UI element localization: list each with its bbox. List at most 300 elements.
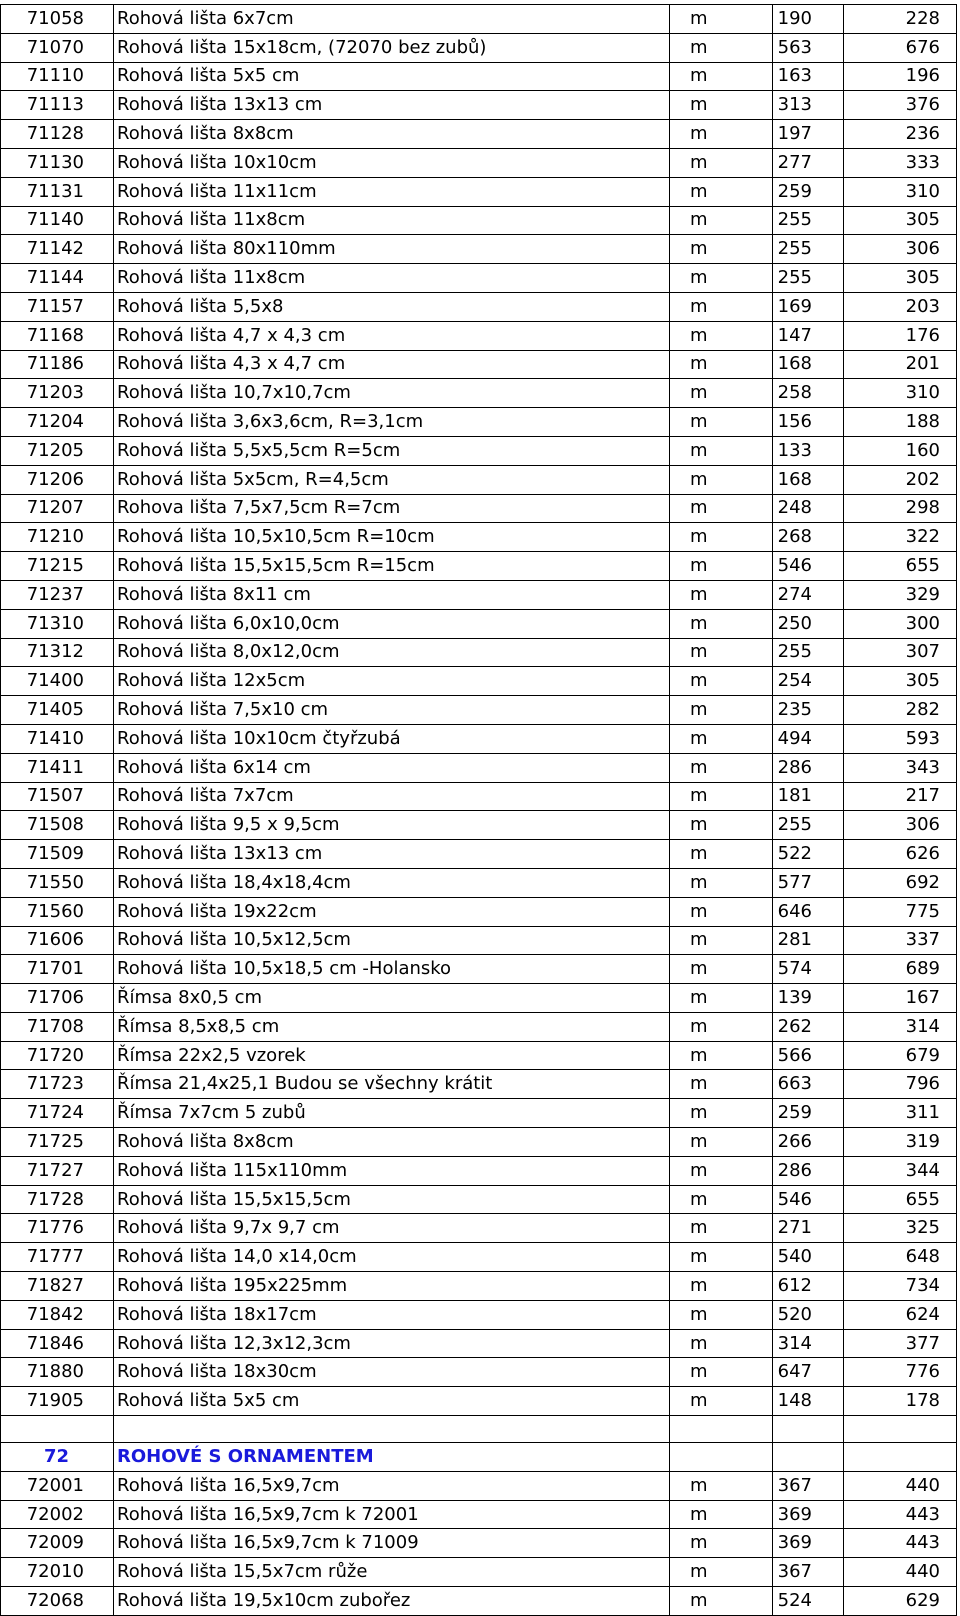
item-code: 71400	[1, 667, 114, 696]
empty-cell	[844, 1443, 957, 1472]
item-code: 71205	[1, 436, 114, 465]
item-unit: m	[670, 177, 773, 206]
item-code: 71724	[1, 1099, 114, 1128]
empty-cell	[670, 1443, 773, 1472]
item-unit: m	[670, 1329, 773, 1358]
item-price: 612	[773, 1272, 844, 1301]
item-code: 71508	[1, 811, 114, 840]
item-code: 72001	[1, 1471, 114, 1500]
table-row	[1, 5, 957, 34]
item-unit: m	[670, 724, 773, 753]
item-price-with-vat: 310	[844, 379, 957, 408]
item-code: 71776	[1, 1214, 114, 1243]
item-price-with-vat: 314	[844, 1012, 957, 1041]
item-price: 163	[773, 62, 844, 91]
table-row	[1, 235, 957, 264]
item-unit: m	[670, 148, 773, 177]
item-code: 71113	[1, 91, 114, 120]
item-code: 71550	[1, 868, 114, 897]
empty-cell	[773, 1416, 844, 1443]
item-price-with-vat: 655	[844, 552, 957, 581]
price-list-body	[1, 5, 957, 1616]
item-code: 71312	[1, 638, 114, 667]
table-row	[1, 580, 957, 609]
item-description: Rohová lišta 19,5x10cm zubořez	[114, 1587, 670, 1616]
item-code: 71410	[1, 724, 114, 753]
item-unit: m	[670, 1587, 773, 1616]
table-row	[1, 926, 957, 955]
item-price-with-vat: 343	[844, 753, 957, 782]
item-unit: m	[670, 926, 773, 955]
item-code: 71777	[1, 1243, 114, 1272]
item-description: Římsa 22x2,5 vzorek	[114, 1041, 670, 1070]
item-price-with-vat: 629	[844, 1587, 957, 1616]
item-code: 71725	[1, 1128, 114, 1157]
item-price: 566	[773, 1041, 844, 1070]
item-description: Rohová lišta 3,6x3,6cm, R=3,1cm	[114, 408, 670, 437]
item-description: Rohova lišta 7,5x7,5cm R=7cm	[114, 494, 670, 523]
item-code: 71560	[1, 897, 114, 926]
table-row	[1, 1558, 957, 1587]
empty-row	[1, 1416, 957, 1443]
item-code: 71310	[1, 609, 114, 638]
item-description: Rohová lišta 10,5x18,5 cm -Holansko	[114, 955, 670, 984]
item-price: 197	[773, 120, 844, 149]
item-unit: m	[670, 5, 773, 34]
item-unit: m	[670, 1272, 773, 1301]
item-description: Rohová lišta 7x7cm	[114, 782, 670, 811]
item-price-with-vat: 329	[844, 580, 957, 609]
item-description: Rohová lišta 115x110mm	[114, 1156, 670, 1185]
item-code: 71509	[1, 840, 114, 869]
table-row	[1, 436, 957, 465]
item-code: 71140	[1, 206, 114, 235]
item-price: 522	[773, 840, 844, 869]
item-price-with-vat: 775	[844, 897, 957, 926]
item-price-with-vat: 305	[844, 206, 957, 235]
item-price: 663	[773, 1070, 844, 1099]
item-description: Rohová lišta 195x225mm	[114, 1272, 670, 1301]
item-price: 271	[773, 1214, 844, 1243]
item-price-with-vat: 325	[844, 1214, 957, 1243]
table-row	[1, 1329, 957, 1358]
table-row	[1, 1099, 957, 1128]
item-price-with-vat: 176	[844, 321, 957, 350]
item-price-with-vat: 337	[844, 926, 957, 955]
table-row	[1, 897, 957, 926]
item-code: 71128	[1, 120, 114, 149]
item-price: 646	[773, 897, 844, 926]
item-description: Rohová lišta 10x10cm	[114, 148, 670, 177]
table-row	[1, 753, 957, 782]
item-price-with-vat: 377	[844, 1329, 957, 1358]
table-row	[1, 1243, 957, 1272]
item-description: Rohová lišta 18x30cm	[114, 1358, 670, 1387]
table-row	[1, 62, 957, 91]
item-unit: m	[670, 235, 773, 264]
item-price-with-vat: 443	[844, 1500, 957, 1529]
item-price-with-vat: 440	[844, 1471, 957, 1500]
item-code: 71827	[1, 1272, 114, 1301]
item-price: 259	[773, 177, 844, 206]
item-price: 574	[773, 955, 844, 984]
item-unit: m	[670, 62, 773, 91]
item-price-with-vat: 305	[844, 264, 957, 293]
item-unit: m	[670, 1243, 773, 1272]
item-description: Rohová lišta 16,5x9,7cm	[114, 1471, 670, 1500]
item-price: 268	[773, 523, 844, 552]
item-code: 71905	[1, 1387, 114, 1416]
item-price: 147	[773, 321, 844, 350]
item-unit: m	[670, 580, 773, 609]
item-unit: m	[670, 840, 773, 869]
item-description: Rohová lišta 10,7x10,7cm	[114, 379, 670, 408]
table-row	[1, 33, 957, 62]
item-price-with-vat: 796	[844, 1070, 957, 1099]
table-row	[1, 696, 957, 725]
item-price: 277	[773, 148, 844, 177]
item-code: 71701	[1, 955, 114, 984]
item-code: 72009	[1, 1529, 114, 1558]
table-row	[1, 379, 957, 408]
item-code: 71237	[1, 580, 114, 609]
item-unit: m	[670, 811, 773, 840]
empty-cell	[1, 1416, 114, 1443]
item-price-with-vat: 202	[844, 465, 957, 494]
item-unit: m	[670, 292, 773, 321]
item-price: 286	[773, 753, 844, 782]
item-unit: m	[670, 1156, 773, 1185]
item-price: 546	[773, 1185, 844, 1214]
item-price: 540	[773, 1243, 844, 1272]
item-code: 71206	[1, 465, 114, 494]
item-price: 139	[773, 984, 844, 1013]
table-row	[1, 1387, 957, 1416]
item-unit: m	[670, 667, 773, 696]
table-row	[1, 1587, 957, 1616]
item-price-with-vat: 306	[844, 811, 957, 840]
item-price: 286	[773, 1156, 844, 1185]
item-description: Rohová lišta 5,5x5,5cm R=5cm	[114, 436, 670, 465]
table-row	[1, 1185, 957, 1214]
item-price-with-vat: 178	[844, 1387, 957, 1416]
item-code: 71606	[1, 926, 114, 955]
item-unit: m	[670, 552, 773, 581]
item-description: Rohová lišta 9,7x 9,7 cm	[114, 1214, 670, 1243]
item-unit: m	[670, 206, 773, 235]
table-row	[1, 840, 957, 869]
item-description: Rohová lišta 15,5x7cm růže	[114, 1558, 670, 1587]
item-price-with-vat: 298	[844, 494, 957, 523]
table-row	[1, 206, 957, 235]
item-price: 314	[773, 1329, 844, 1358]
item-price: 367	[773, 1471, 844, 1500]
item-price: 563	[773, 33, 844, 62]
item-price: 156	[773, 408, 844, 437]
table-row	[1, 984, 957, 1013]
item-price-with-vat: 624	[844, 1300, 957, 1329]
item-price: 369	[773, 1529, 844, 1558]
item-unit: m	[670, 120, 773, 149]
item-unit: m	[670, 1041, 773, 1070]
empty-cell	[114, 1416, 670, 1443]
empty-cell	[844, 1416, 957, 1443]
table-row	[1, 667, 957, 696]
item-price: 235	[773, 696, 844, 725]
item-price: 168	[773, 350, 844, 379]
item-price: 494	[773, 724, 844, 753]
item-description: Rohová lišta 15x18cm, (72070 bez zubů)	[114, 33, 670, 62]
item-code: 71144	[1, 264, 114, 293]
item-price: 266	[773, 1128, 844, 1157]
item-price: 258	[773, 379, 844, 408]
item-code: 72002	[1, 1500, 114, 1529]
item-description: Rohová lišta 18,4x18,4cm	[114, 868, 670, 897]
item-description: Rohová lišta 4,3 x 4,7 cm	[114, 350, 670, 379]
item-code: 71130	[1, 148, 114, 177]
table-row	[1, 1012, 957, 1041]
table-row	[1, 955, 957, 984]
item-description: Rohová lišta 15,5x15,5cm	[114, 1185, 670, 1214]
item-unit: m	[670, 264, 773, 293]
item-price: 255	[773, 235, 844, 264]
item-unit: m	[670, 1185, 773, 1214]
item-price: 255	[773, 206, 844, 235]
item-description: Rohová lišta 8x8cm	[114, 1128, 670, 1157]
item-description: Rohová lišta 5x5 cm	[114, 1387, 670, 1416]
item-description: Římsa 8,5x8,5 cm	[114, 1012, 670, 1041]
item-code: 71880	[1, 1358, 114, 1387]
item-description: Rohová lišta 5,5x8	[114, 292, 670, 321]
item-description: Rohová lišta 10,5x10,5cm R=10cm	[114, 523, 670, 552]
item-description: Rohová lišta 80x110mm	[114, 235, 670, 264]
item-unit: m	[670, 1529, 773, 1558]
item-unit: m	[670, 868, 773, 897]
item-price-with-vat: 311	[844, 1099, 957, 1128]
item-code: 71058	[1, 5, 114, 34]
item-unit: m	[670, 1471, 773, 1500]
item-unit: m	[670, 1128, 773, 1157]
item-code: 71186	[1, 350, 114, 379]
item-price: 524	[773, 1587, 844, 1616]
item-description: Rohová lišta 11x8cm	[114, 264, 670, 293]
table-row	[1, 1214, 957, 1243]
item-description: Rohová lišta 19x22cm	[114, 897, 670, 926]
item-code: 71157	[1, 292, 114, 321]
item-price-with-vat: 734	[844, 1272, 957, 1301]
item-code: 71507	[1, 782, 114, 811]
table-row	[1, 408, 957, 437]
table-row	[1, 1070, 957, 1099]
item-price-with-vat: 203	[844, 292, 957, 321]
item-price-with-vat: 160	[844, 436, 957, 465]
item-code: 72010	[1, 1558, 114, 1587]
item-price: 248	[773, 494, 844, 523]
item-description: Římsa 21,4x25,1 Budou se všechny krátit	[114, 1070, 670, 1099]
item-unit: m	[670, 1358, 773, 1387]
table-row	[1, 1529, 957, 1558]
item-description: Rohová lišta 11x11cm	[114, 177, 670, 206]
item-price: 169	[773, 292, 844, 321]
item-price: 168	[773, 465, 844, 494]
item-code: 71706	[1, 984, 114, 1013]
item-price-with-vat: 217	[844, 782, 957, 811]
item-description: Rohová lišta 15,5x15,5cm R=15cm	[114, 552, 670, 581]
item-price: 262	[773, 1012, 844, 1041]
item-unit: m	[670, 33, 773, 62]
table-row	[1, 292, 957, 321]
item-unit: m	[670, 494, 773, 523]
item-price-with-vat: 692	[844, 868, 957, 897]
item-description: Rohová lišta 12x5cm	[114, 667, 670, 696]
section-title: ROHOVÉ S ORNAMENTEM	[114, 1443, 670, 1472]
table-row	[1, 494, 957, 523]
item-price-with-vat: 440	[844, 1558, 957, 1587]
item-unit: m	[670, 523, 773, 552]
item-description: Rohová lišta 16,5x9,7cm k 71009	[114, 1529, 670, 1558]
item-price: 190	[773, 5, 844, 34]
item-price: 647	[773, 1358, 844, 1387]
table-row	[1, 465, 957, 494]
item-code: 71215	[1, 552, 114, 581]
item-code: 71842	[1, 1300, 114, 1329]
item-unit: m	[670, 1558, 773, 1587]
section-heading-row	[1, 1443, 957, 1472]
item-price-with-vat: 679	[844, 1041, 957, 1070]
empty-cell	[773, 1443, 844, 1472]
table-row	[1, 1272, 957, 1301]
item-unit: m	[670, 753, 773, 782]
table-row	[1, 868, 957, 897]
table-row	[1, 811, 957, 840]
item-code: 71142	[1, 235, 114, 264]
item-price-with-vat: 310	[844, 177, 957, 206]
item-price-with-vat: 306	[844, 235, 957, 264]
item-price-with-vat: 593	[844, 724, 957, 753]
item-description: Rohová lišta 5x5cm, R=4,5cm	[114, 465, 670, 494]
table-row	[1, 120, 957, 149]
item-description: Rohová lišta 5x5 cm	[114, 62, 670, 91]
table-row	[1, 1128, 957, 1157]
table-row	[1, 1156, 957, 1185]
item-price: 546	[773, 552, 844, 581]
table-row	[1, 148, 957, 177]
item-price-with-vat: 648	[844, 1243, 957, 1272]
item-unit: m	[670, 897, 773, 926]
table-row	[1, 1358, 957, 1387]
item-description: Rohová lišta 18x17cm	[114, 1300, 670, 1329]
item-price-with-vat: 322	[844, 523, 957, 552]
table-row	[1, 552, 957, 581]
item-price: 255	[773, 811, 844, 840]
item-unit: m	[670, 1300, 773, 1329]
item-code: 71720	[1, 1041, 114, 1070]
item-description: Rohová lišta 16,5x9,7cm k 72001	[114, 1500, 670, 1529]
item-description: Rohová lišta 6,0x10,0cm	[114, 609, 670, 638]
item-description: Rohová lišta 13x13 cm	[114, 91, 670, 120]
item-code: 71110	[1, 62, 114, 91]
item-unit: m	[670, 436, 773, 465]
item-price-with-vat: 776	[844, 1358, 957, 1387]
item-description: Rohová lišta 11x8cm	[114, 206, 670, 235]
item-unit: m	[670, 321, 773, 350]
item-description: Římsa 7x7cm 5 zubů	[114, 1099, 670, 1128]
item-price-with-vat: 333	[844, 148, 957, 177]
item-unit: m	[670, 638, 773, 667]
table-row	[1, 724, 957, 753]
item-price-with-vat: 376	[844, 91, 957, 120]
item-description: Rohová lišta 7,5x10 cm	[114, 696, 670, 725]
item-price: 259	[773, 1099, 844, 1128]
item-unit: m	[670, 955, 773, 984]
item-price-with-vat: 676	[844, 33, 957, 62]
item-description: Rohová lišta 8,0x12,0cm	[114, 638, 670, 667]
item-price: 281	[773, 926, 844, 955]
item-description: Rohová lišta 10x10cm čtyřzubá	[114, 724, 670, 753]
item-unit: m	[670, 350, 773, 379]
item-price-with-vat: 282	[844, 696, 957, 725]
table-row	[1, 91, 957, 120]
item-unit: m	[670, 782, 773, 811]
item-unit: m	[670, 696, 773, 725]
item-price: 274	[773, 580, 844, 609]
item-unit: m	[670, 408, 773, 437]
item-description: Rohová lišta 13x13 cm	[114, 840, 670, 869]
table-row	[1, 782, 957, 811]
item-price-with-vat: 655	[844, 1185, 957, 1214]
item-description: Rohová lišta 8x11 cm	[114, 580, 670, 609]
item-description: Rohová lišta 14,0 x14,0cm	[114, 1243, 670, 1272]
item-price: 254	[773, 667, 844, 696]
item-price-with-vat: 307	[844, 638, 957, 667]
item-code: 72068	[1, 1587, 114, 1616]
section-code: 72	[1, 1443, 114, 1472]
item-price-with-vat: 188	[844, 408, 957, 437]
item-unit: m	[670, 1387, 773, 1416]
table-row	[1, 1041, 957, 1070]
item-price: 369	[773, 1500, 844, 1529]
item-unit: m	[670, 91, 773, 120]
item-price-with-vat: 626	[844, 840, 957, 869]
item-code: 71846	[1, 1329, 114, 1358]
item-price-with-vat: 167	[844, 984, 957, 1013]
item-price: 520	[773, 1300, 844, 1329]
table-row	[1, 264, 957, 293]
item-unit: m	[670, 1500, 773, 1529]
item-code: 71728	[1, 1185, 114, 1214]
item-price-with-vat: 300	[844, 609, 957, 638]
item-price-with-vat: 443	[844, 1529, 957, 1558]
item-price-with-vat: 236	[844, 120, 957, 149]
table-row	[1, 1471, 957, 1500]
item-price-with-vat: 305	[844, 667, 957, 696]
item-description: Rohová lišta 12,3x12,3cm	[114, 1329, 670, 1358]
item-description: Rohová lišta 9,5 x 9,5cm	[114, 811, 670, 840]
table-row	[1, 1300, 957, 1329]
item-price: 367	[773, 1558, 844, 1587]
item-price-with-vat: 689	[844, 955, 957, 984]
item-price: 577	[773, 868, 844, 897]
item-code: 71070	[1, 33, 114, 62]
item-price: 255	[773, 638, 844, 667]
item-unit: m	[670, 1214, 773, 1243]
empty-cell	[670, 1416, 773, 1443]
item-code: 71203	[1, 379, 114, 408]
item-description: Rohová lišta 4,7 x 4,3 cm	[114, 321, 670, 350]
item-price-with-vat: 344	[844, 1156, 957, 1185]
item-price: 313	[773, 91, 844, 120]
item-unit: m	[670, 465, 773, 494]
